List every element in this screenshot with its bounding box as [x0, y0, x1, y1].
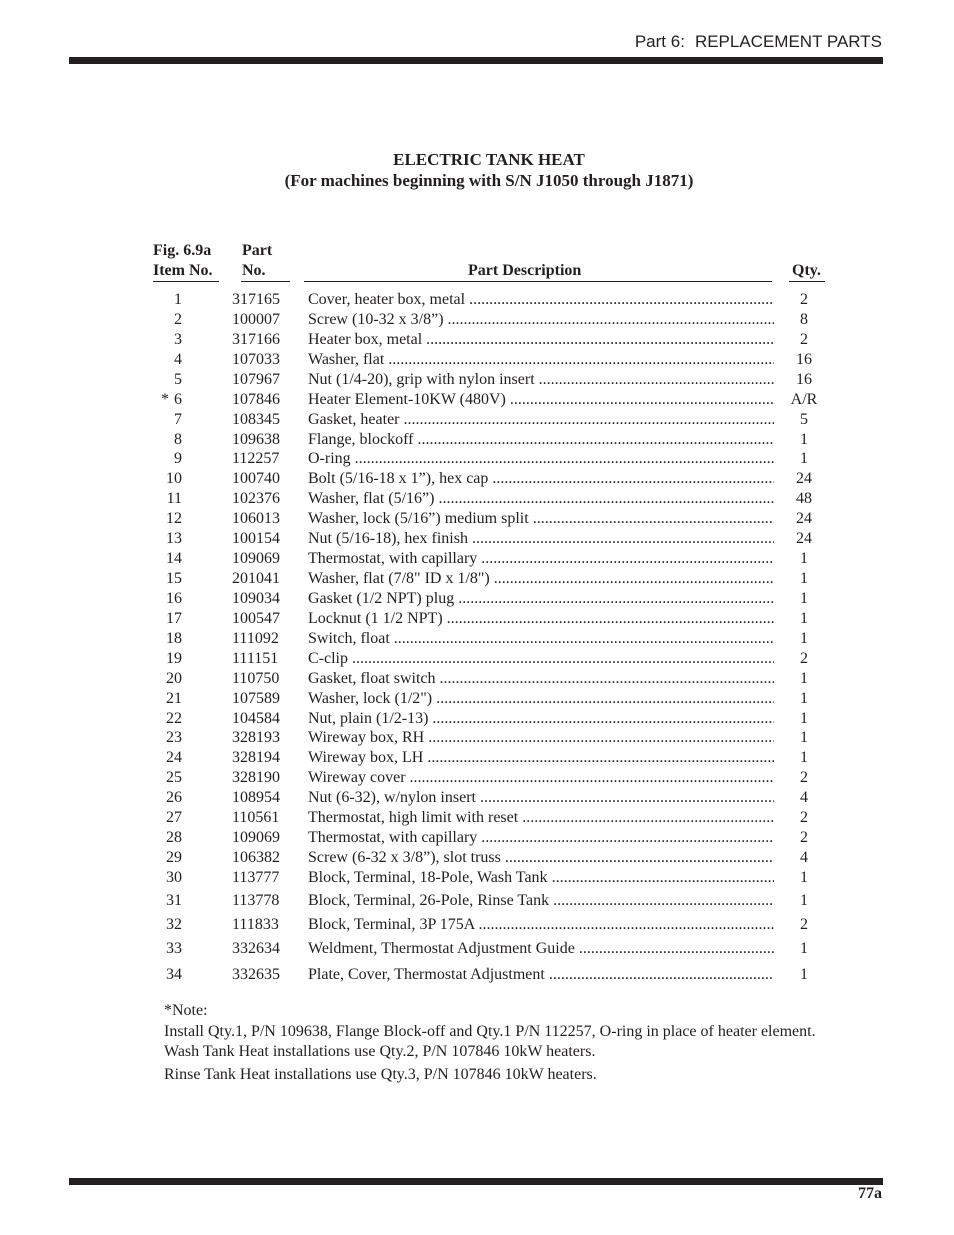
table-row: [0, 629, 954, 649]
part-number: 100007: [232, 310, 280, 328]
quantity: 24: [796, 470, 812, 488]
table-row: [0, 808, 954, 828]
quantity: 1: [800, 609, 808, 627]
part-description: Nut, plain (1/2-13) .....: [308, 709, 774, 729]
part-label: Part 6:: [634, 32, 685, 51]
qty-header: Qty.: [792, 262, 821, 279]
item-number: 4: [174, 350, 182, 368]
quantity: 5: [800, 410, 808, 428]
item-number: 15: [166, 570, 182, 588]
quantity: 1: [800, 669, 808, 687]
item-number: 14: [166, 550, 182, 568]
page-number: 77a: [858, 1185, 882, 1202]
table-row: [0, 828, 954, 848]
table-row: [0, 330, 954, 350]
part-description: Weldment, Thermostat Adjustment Guide .....: [308, 939, 774, 959]
quantity: 1: [800, 589, 808, 607]
table-row: [0, 709, 954, 729]
item-number: 23: [166, 729, 182, 747]
item-number: 11: [166, 490, 182, 508]
quantity: 1: [800, 892, 808, 909]
quantity: 48: [796, 490, 812, 508]
note-label: *Note:: [164, 1002, 208, 1019]
quantity: 1: [800, 749, 808, 767]
header-rule: [69, 57, 883, 64]
part-number: 111833: [232, 916, 279, 933]
part-header-underline: [241, 281, 290, 282]
table-row: [0, 350, 954, 370]
quantity: 1: [800, 450, 808, 468]
part-description: Gasket (1/2 NPT) plug .....: [308, 589, 774, 609]
part-description: Heater Element-10KW (480V) .....: [308, 390, 774, 410]
item-number: 10: [166, 470, 182, 488]
part-description: Screw (10-32 x 3/8”) .....: [308, 310, 774, 330]
table-row: [0, 728, 954, 748]
table-row: [0, 589, 954, 609]
item-number: 33: [166, 940, 182, 957]
part-number: 107846: [232, 390, 280, 408]
quantity: 2: [800, 769, 808, 787]
part-number: 111092: [232, 629, 279, 647]
item-number: 19: [166, 649, 182, 667]
part-description: Block, Terminal, 18-Pole, Wash Tank .....: [308, 868, 774, 888]
quantity: 24: [796, 530, 812, 548]
item-number: 17: [166, 609, 182, 627]
part-number: 107589: [232, 689, 280, 707]
quantity: 1: [800, 709, 808, 727]
table-row: [0, 410, 954, 430]
table-row: [0, 689, 954, 709]
item-header-underline: [153, 281, 219, 282]
quantity: 2: [800, 829, 808, 847]
part-description: Washer, lock (5/16”) medium split .....: [308, 509, 774, 529]
part-description: Wireway cover .....: [308, 768, 774, 788]
part-description: Nut (5/16-18), hex finish .....: [308, 529, 774, 549]
part-description: Bolt (5/16-18 x 1”), hex cap .....: [308, 469, 774, 489]
part-no-header: Part No.: [242, 242, 273, 279]
qty-header-underline: [789, 281, 825, 282]
note-line-1: Install Qty.1, P/N 109638, Flange Block-off and Qty.1 P/N 112257, O-ring in place of heater element.: [164, 1023, 816, 1040]
part-number: 113777: [232, 868, 280, 886]
part-description: Thermostat, with capillary .....: [308, 549, 774, 569]
quantity: 1: [800, 940, 808, 957]
item-number: 9: [174, 450, 182, 468]
part-number: 328194: [232, 749, 280, 767]
item-number: 25: [166, 769, 182, 787]
part-description: Washer, flat (7/8" ID x 1/8") .....: [308, 569, 774, 589]
table-row: [0, 669, 954, 689]
part-number: 332634: [232, 940, 280, 957]
part-number: 110750: [232, 669, 280, 687]
quantity: 4: [800, 849, 808, 867]
part-number: 100740: [232, 470, 280, 488]
part-description: Gasket, float switch .....: [308, 669, 774, 689]
quantity: 1: [800, 966, 808, 983]
quantity: 1: [800, 629, 808, 647]
section-title: REPLACEMENT PARTS: [694, 32, 882, 51]
table-row: [0, 290, 954, 310]
part-number: 104584: [232, 709, 280, 727]
part-number: 107967: [232, 370, 280, 388]
table-row: [0, 449, 954, 469]
table-row: [0, 549, 954, 569]
part-number: 109069: [232, 829, 280, 847]
row-note-marker: *: [161, 390, 169, 408]
part-description: Block, Terminal, 26-Pole, Rinse Tank .....: [308, 891, 774, 911]
part-description: Nut (1/4-20), grip with nylon insert .....: [308, 370, 774, 390]
quantity: 16: [796, 370, 812, 388]
part-number: 110561: [232, 809, 280, 827]
part-description: Thermostat, with capillary .....: [308, 828, 774, 848]
item-number: 3: [174, 330, 182, 348]
part-number: 102376: [232, 490, 280, 508]
table-row: [0, 649, 954, 669]
table-row: [0, 868, 954, 888]
table-row: [0, 748, 954, 768]
page-header: [635, 32, 882, 52]
item-number: 32: [166, 916, 182, 933]
part-number: 109069: [232, 550, 280, 568]
item-number: 8: [174, 430, 182, 448]
part-number: 106013: [232, 510, 280, 528]
table-row: [0, 891, 954, 911]
part-number: 107033: [232, 350, 280, 368]
part-description: Washer, lock (1/2") .....: [308, 689, 774, 709]
part-number: 108345: [232, 410, 280, 428]
item-number: 34: [166, 966, 182, 983]
quantity: 1: [800, 729, 808, 747]
quantity: A/R: [790, 390, 818, 408]
part-description: Washer, flat .....: [308, 350, 774, 370]
table-row: [0, 430, 954, 450]
table-row: [0, 609, 954, 629]
table-row: [0, 915, 954, 935]
part-number: 111151: [232, 649, 279, 667]
table-row: [0, 469, 954, 489]
item-number: 31: [166, 892, 182, 909]
document-subtitle: (For machines beginning with S/N J1050 through J1871): [284, 171, 694, 190]
part-number: 100154: [232, 530, 280, 548]
part-number: 109638: [232, 430, 280, 448]
quantity: 4: [800, 789, 808, 807]
part-description: Locknut (1 1/2 NPT) .....: [308, 609, 774, 629]
item-number: 29: [166, 849, 182, 867]
part-number: 201041: [232, 570, 280, 588]
quantity: 24: [796, 510, 812, 528]
part-number: 317165: [232, 291, 280, 308]
part-description: Switch, float .....: [308, 629, 774, 649]
part-description: Thermostat, high limit with reset .....: [308, 808, 774, 828]
part-description: Heater box, metal .....: [308, 330, 774, 350]
quantity: 2: [800, 916, 808, 933]
document-title: ELECTRIC TANK HEAT: [393, 150, 585, 169]
part-description: Wireway box, RH .....: [308, 728, 774, 748]
quantity: 16: [796, 350, 812, 368]
quantity: 2: [800, 649, 808, 667]
item-number: 16: [166, 589, 182, 607]
table-row: [0, 489, 954, 509]
quantity: 2: [800, 330, 808, 348]
item-number: 2: [174, 310, 182, 328]
table-row: [0, 509, 954, 529]
part-description: Block, Terminal, 3P 175A .....: [308, 915, 774, 935]
table-row: [0, 768, 954, 788]
part-number: 106382: [232, 849, 280, 867]
part-number: 328190: [232, 769, 280, 787]
table-row: [0, 310, 954, 330]
table-row: [0, 390, 954, 410]
item-number: 5: [174, 370, 182, 388]
table-row: [0, 965, 954, 985]
item-number: 21: [166, 689, 182, 707]
item-number: 1: [174, 291, 182, 308]
table-row: [0, 529, 954, 549]
quantity: 2: [800, 291, 808, 308]
item-number: 6: [174, 390, 182, 408]
part-number: 317166: [232, 330, 280, 348]
footer-rule: [69, 1178, 883, 1185]
table-row: [0, 848, 954, 868]
item-number: 27: [166, 809, 182, 827]
part-description: Cover, heater box, metal .....: [308, 290, 774, 310]
part-description: Wireway box, LH .....: [308, 748, 774, 768]
part-number: 112257: [232, 450, 280, 468]
part-description: O-ring .....: [308, 449, 774, 469]
part-description: Washer, flat (5/16”) .....: [308, 489, 774, 509]
quantity: 1: [800, 570, 808, 588]
item-number: 30: [166, 868, 182, 886]
item-number: 13: [166, 530, 182, 548]
item-number: 28: [166, 829, 182, 847]
table-row: [0, 788, 954, 808]
description-header-underline: [304, 281, 772, 282]
item-number: 18: [166, 629, 182, 647]
part-number: 332635: [232, 966, 280, 983]
fig-item-header: Fig. 6.9a Item No.: [153, 242, 213, 279]
item-number: 22: [166, 709, 182, 727]
table-row: [0, 370, 954, 390]
part-description: Screw (6-32 x 3/8”), slot truss .....: [308, 848, 774, 868]
table-row: [0, 939, 954, 959]
description-header: Part Description: [468, 262, 582, 279]
part-description: C-clip .....: [308, 649, 774, 669]
table-row: [0, 569, 954, 589]
part-number: 109034: [232, 589, 280, 607]
part-number: 100547: [232, 609, 280, 627]
part-description: Flange, blockoff .....: [308, 430, 774, 450]
part-description: Gasket, heater .....: [308, 410, 774, 430]
item-number: 12: [166, 510, 182, 528]
quantity: 8: [800, 310, 808, 328]
item-number: 7: [174, 410, 182, 428]
part-number: 328193: [232, 729, 280, 747]
part-number: 108954: [232, 789, 280, 807]
note-line-2: Wash Tank Heat installations use Qty.2, P/N 107846 10kW heaters.: [164, 1043, 596, 1060]
quantity: 1: [800, 550, 808, 568]
quantity: 1: [800, 430, 808, 448]
part-number: 113778: [232, 892, 280, 909]
part-description: Nut (6-32), w/nylon insert .....: [308, 788, 774, 808]
quantity: 1: [800, 868, 808, 886]
part-description: Plate, Cover, Thermostat Adjustment .....: [308, 965, 774, 985]
item-number: 24: [166, 749, 182, 767]
item-number: 20: [166, 669, 182, 687]
note-line-3: Rinse Tank Heat installations use Qty.3, P/N 107846 10kW heaters.: [164, 1066, 597, 1083]
quantity: 1: [800, 689, 808, 707]
item-number: 26: [166, 789, 182, 807]
quantity: 2: [800, 809, 808, 827]
